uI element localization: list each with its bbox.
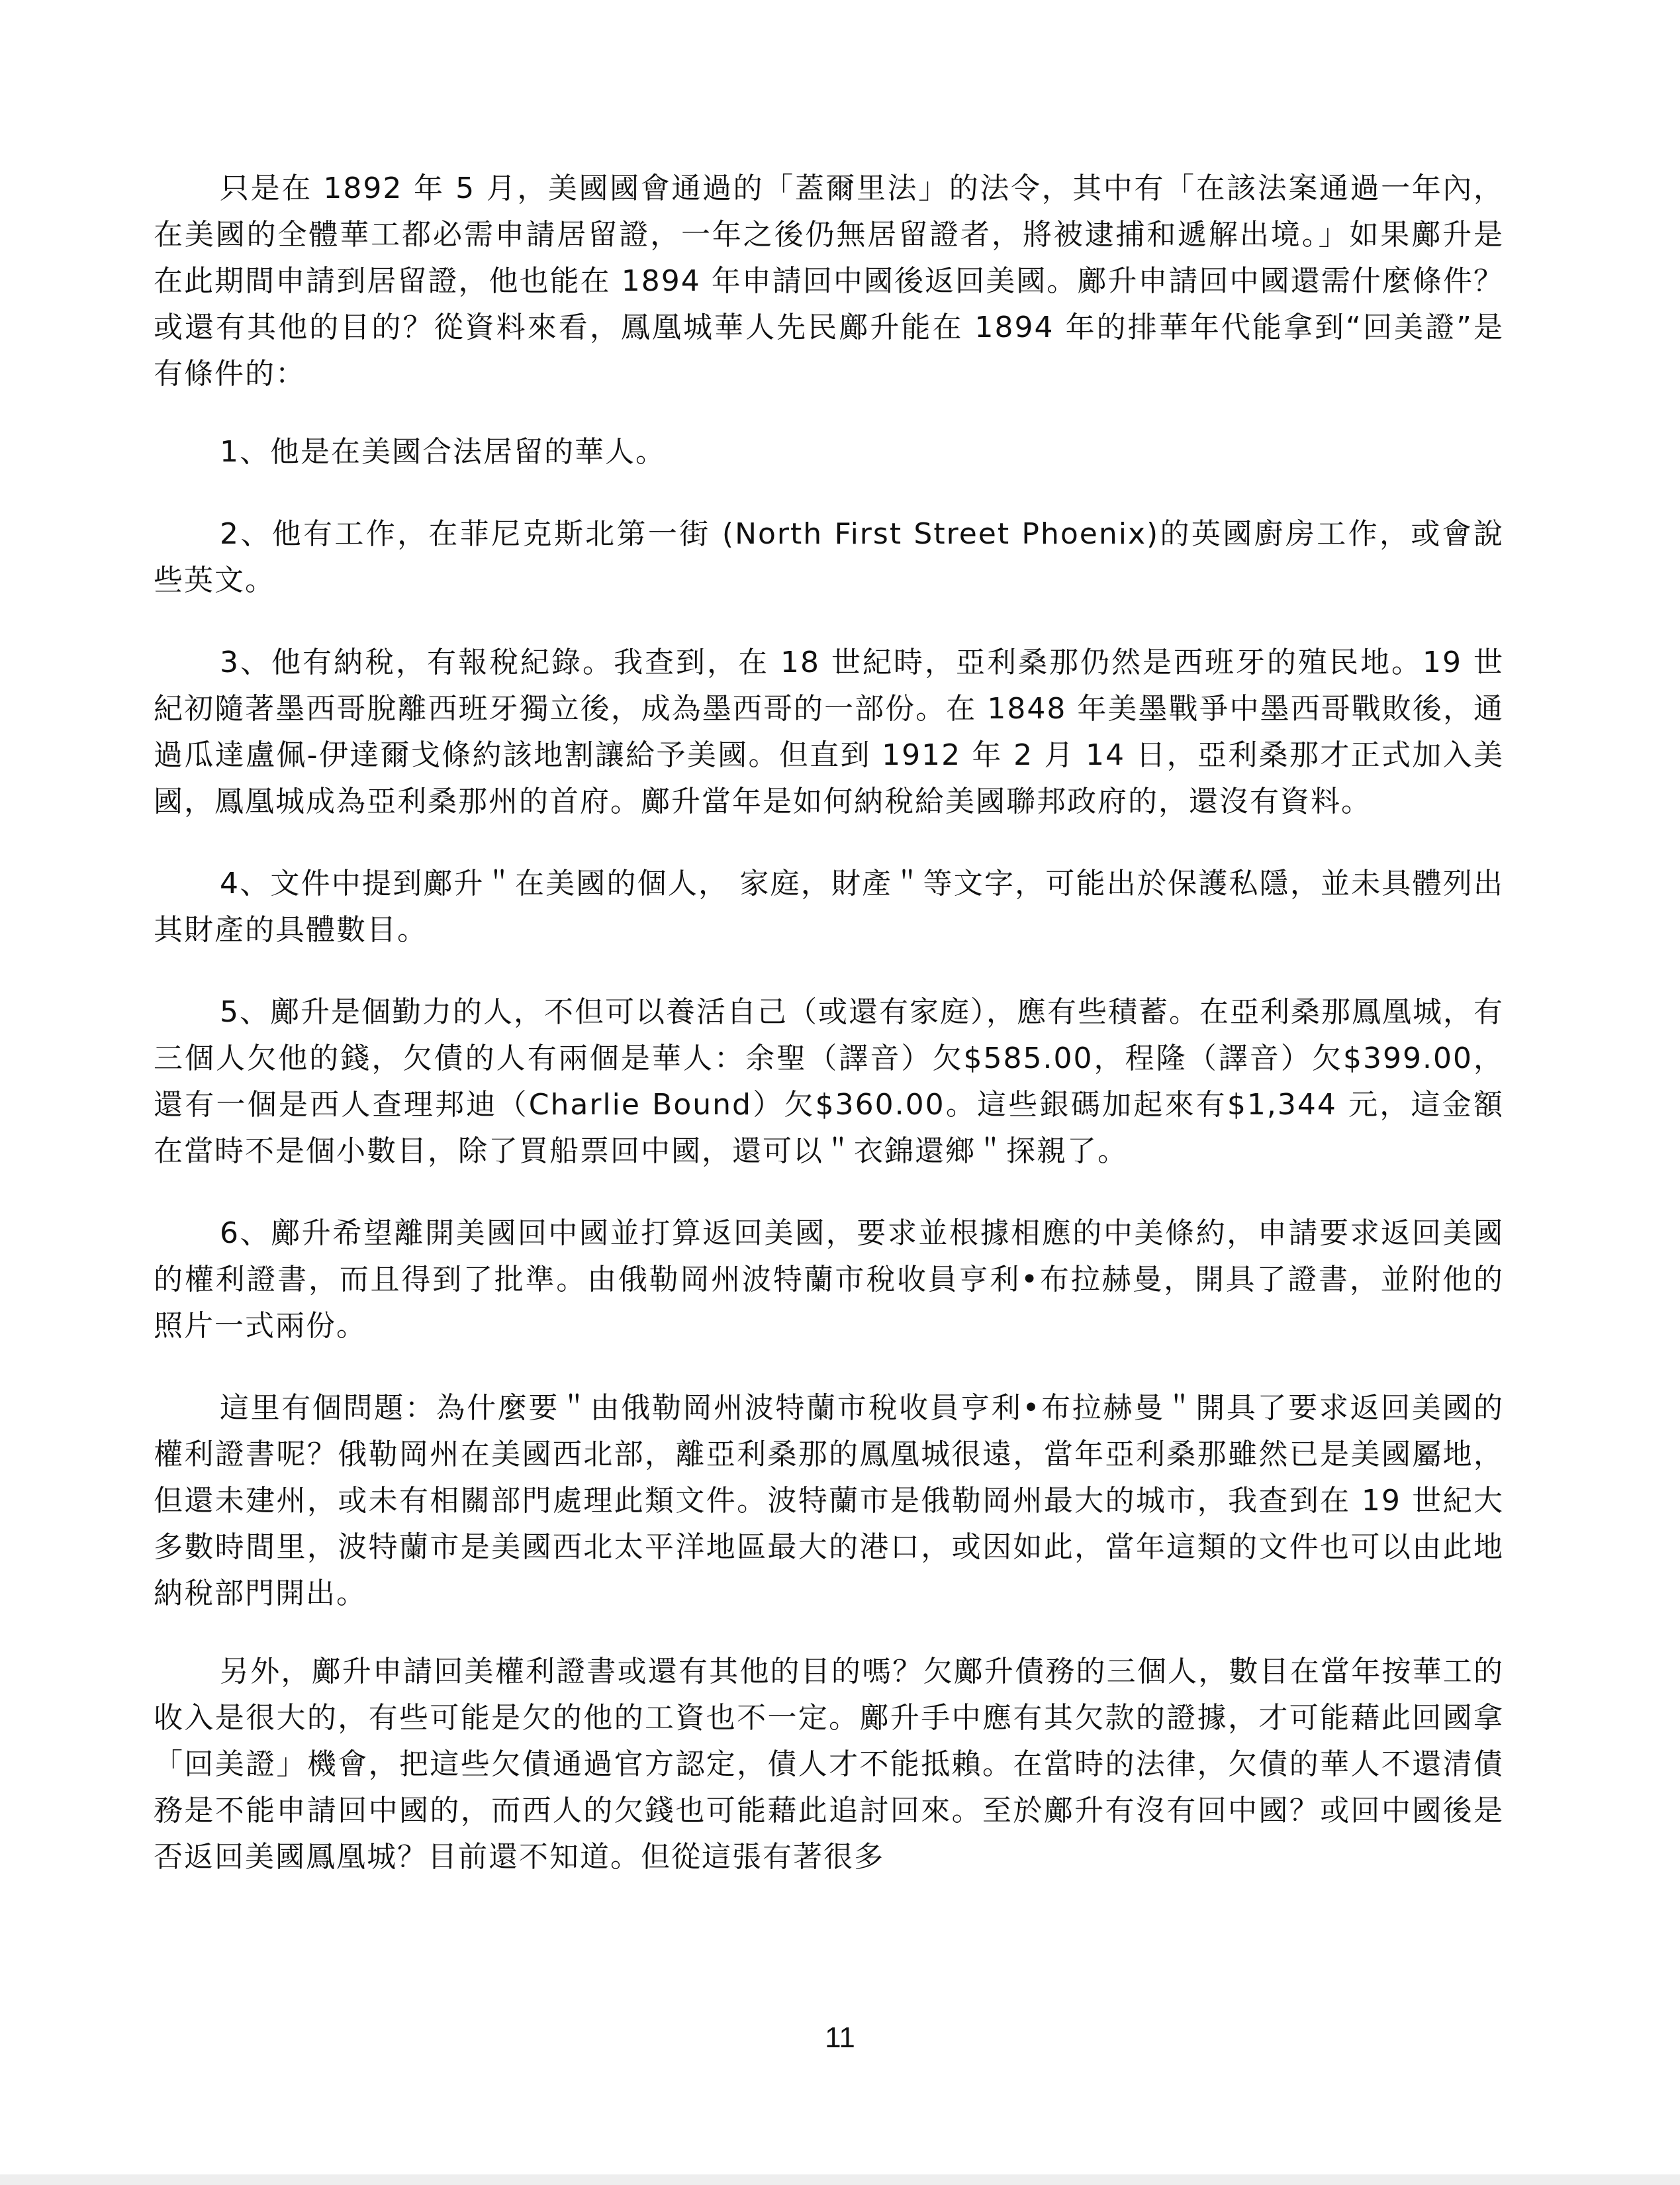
paragraph-other-purpose: 另外，鄺升申請回美權利證書或還有其他的目的嗎？欠鄺升債務的三個人，數目在當年按華工的收入是很大的，有些可能是欠的他的工資也不一定。鄺升手中應有其欠款的證據，才可能藉此回國拿「回美證」機會，把這些欠債通過官方認定，債人才不能抵賴。在當時的法律，欠債的華人不還清債務是不能申請回中國的，而西人的欠錢也可能藉此追討回來。至於鄺升有沒有回中國？或回中國後是否返回美國鳳凰城？目前還不知道。但從這張有著很多 [154, 1655, 1504, 1874]
paragraph-question: 這里有個問題：為什麼要＂由俄勒岡州波特蘭市稅收員亨利•布拉赫曼＂開具了要求返回美國的權利證書呢？俄勒岡州在美國西北部，離亞利桑那的鳳凰城很遠，當年亞利桑那雖然已是美國屬地，但還未建州，或未有相關部門處理此類文件。波特蘭市是俄勒岡州最大的城市，我查到在 19 世紀大多數時間里，波特蘭市是美國西北太平洋地區最大的港口，或因如此，當年這類的文件也可以由此地納稅部門開出。 [154, 1391, 1504, 1610]
list-item-5: 5、鄺升是個勤力的人，不但可以養活自己（或還有家庭），應有些積蓄。在亞利桑那鳳凰城，有三個人欠他的錢，欠債的人有兩個是華人：余聖（譯音）欠$585.00，程隆（譯音）欠$399.00，還有一個是西人查理邦迪（Charlie Bound）欠$360.00。這些銀碼加起來有$1,344 元，這金額在當時不是個小數目，除了買船票回中國，還可以＂衣錦還鄉＂探親了。 [154, 995, 1504, 1168]
list-item-4: 4、文件中提到鄺升＂在美國的個人， 家庭，財產＂等文字，可能出於保護私隱，並未具體列出其財產的具體數目。 [154, 867, 1504, 947]
list-item-2: 2、他有工作，在菲尼克斯北第一街 (North First Street Phoenix)的英國廚房工作，或會說些英文。 [154, 517, 1504, 597]
page-number: 11 [825, 2021, 855, 2054]
list-item-6: 6、鄺升希望離開美國回中國並打算返回美國，要求並根據相應的中美條約，申請要求返回美國的權利證書，而且得到了批準。由俄勒岡州波特蘭市稅收員亨利•布拉赫曼，開具了證書，並附他的照片一式兩份。 [154, 1216, 1504, 1343]
scan-edge [0, 2174, 1680, 2185]
paragraph-intro: 只是在 1892 年 5 月，美國國會通過的「蓋爾里法」的法令，其中有「在該法案通過一年內，在美國的全體華工都必需申請居留證，一年之後仍無居留證者，將被逮捕和遞解出境。」如果鄺升是在此期間申請到居留證，他也能在 1894 年申請回中國後返回美國。鄺升申請回中國還需什麼條件？或還有其他的目的？從資料來看，鳳凰城華人先民鄺升能在 1894 年的排華年代能拿到“回美證”是有條件的： [154, 171, 1504, 391]
list-item-1: 1、他是在美國合法居留的華人。 [220, 435, 666, 469]
list-item-3: 3、他有納稅，有報稅紀錄。我查到，在 18 世紀時，亞利桑那仍然是西班牙的殖民地。19 世紀初隨著墨西哥脫離西班牙獨立後，成為墨西哥的一部份。在 1848 年美墨戰爭中墨西哥戰敗後，通過瓜達盧佩-伊達爾戈條約該地割讓給予美國。但直到 1912 年 2 月 14 日，亞利桑那才正式加入美國，鳳凰城成為亞利桑那州的首府。鄺升當年是如何納稅給美國聯邦政府的，還沒有資料。 [154, 646, 1504, 818]
document-body [154, 166, 1504, 1912]
